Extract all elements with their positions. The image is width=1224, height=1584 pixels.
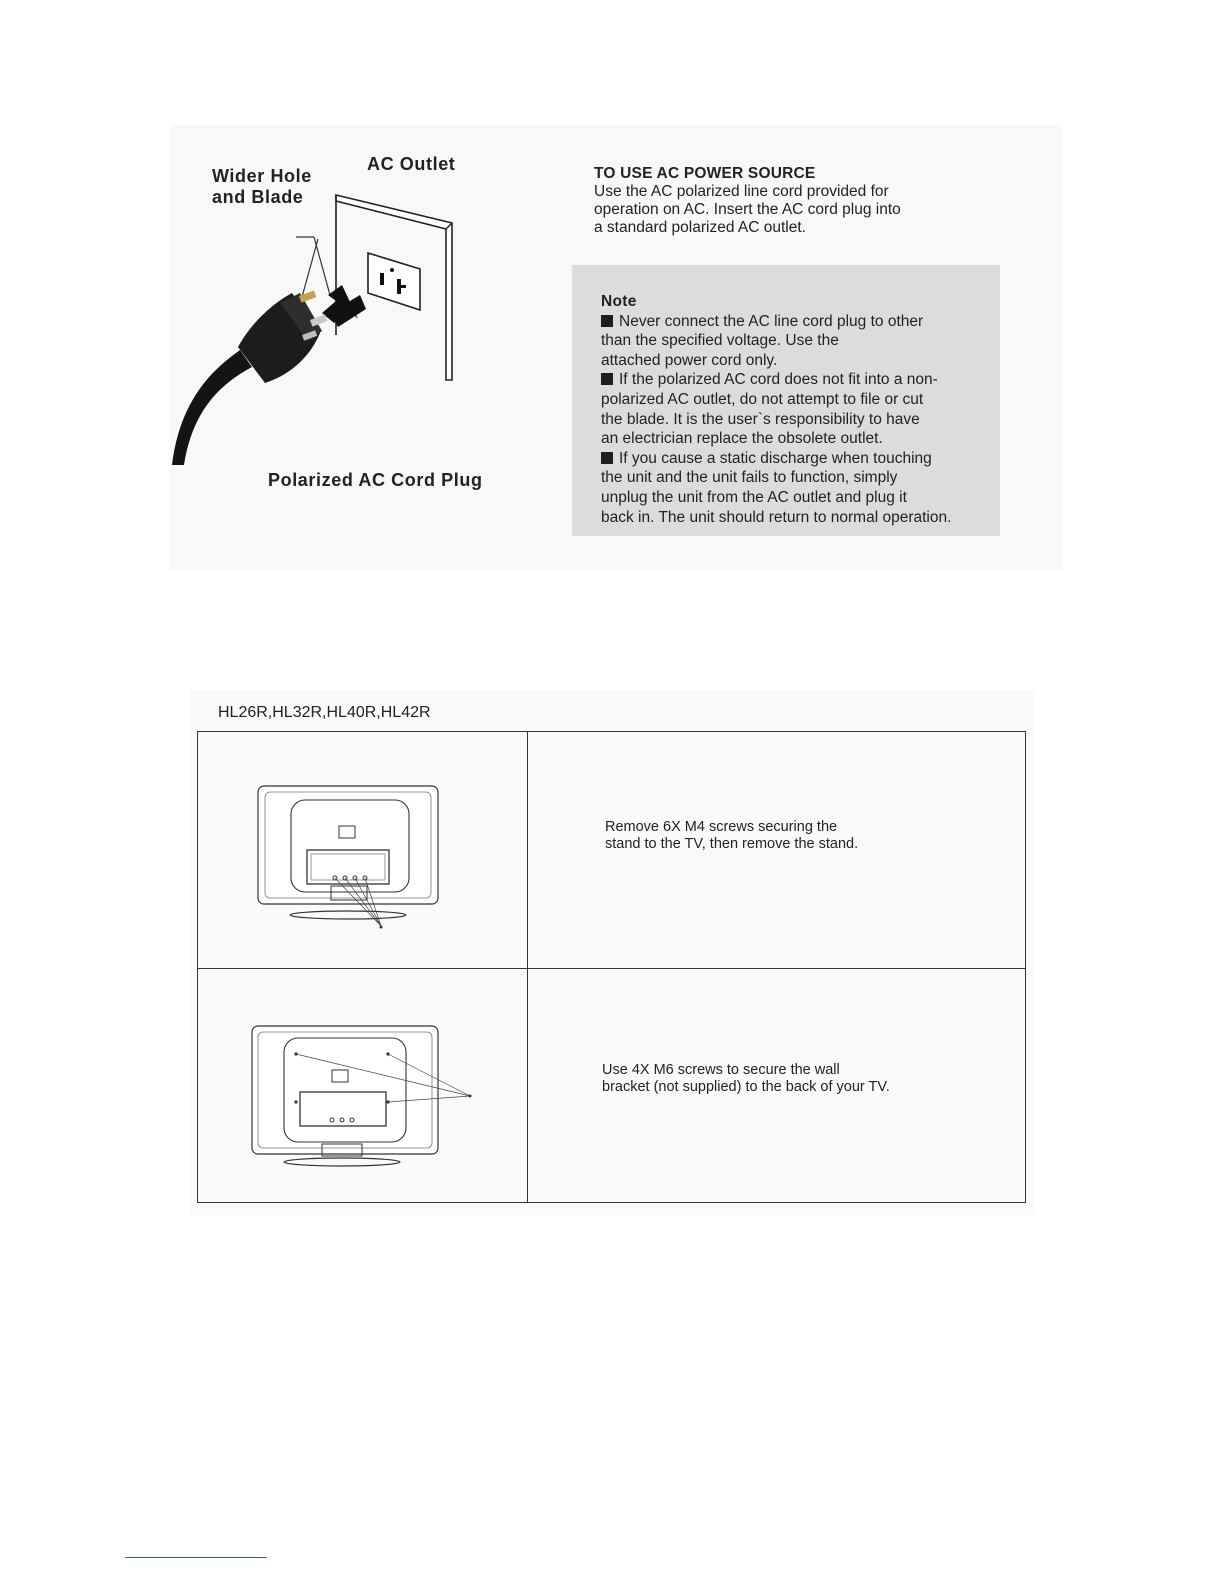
tv-back-with-stand-illustration [253, 782, 443, 932]
note-box [572, 265, 1000, 536]
note-item-text: If the polarized AC cord does not fit into a non- polarized AC outlet, do not attempt to file or cut the blade. It is the user`s responsibility to have an electrician replace the obsolete outlet. [601, 371, 938, 448]
model-list-title: HL26R,HL32R,HL40R,HL42R [218, 704, 431, 721]
footnote-separator [125, 1557, 267, 1558]
square-bullet-icon [601, 315, 613, 327]
table-column-divider [527, 732, 528, 1202]
ac-power-body: Use the AC polarized line cord provided for operation on AC. Insert the AC cord plug into a standard polarized AC outlet. [594, 183, 901, 236]
polarized-plug-label: Polarized AC Cord Plug [268, 470, 483, 490]
wall-mount-steps-table [197, 731, 1026, 1203]
ac-outlet-label: AC Outlet [367, 154, 456, 174]
table-row-divider [198, 968, 1025, 969]
note-title: Note [601, 293, 637, 310]
note-item [601, 449, 1001, 527]
note-item-text: If you cause a static discharge when touching the unit and the unit fails to function, simply unplug the unit from the AC outlet and plug it back in. The unit should return to normal operation. [601, 449, 952, 526]
note-item-text: Never connect the AC line cord plug to other than the specified voltage. Use the attached power cord only. [601, 312, 924, 369]
ac-power-heading: TO USE AC POWER SOURCE [594, 165, 816, 182]
square-bullet-icon [601, 452, 613, 464]
note-item [601, 370, 1001, 448]
note-item [601, 312, 1001, 371]
square-bullet-icon [601, 373, 613, 385]
step-wall-bracket-text: Use 4X M6 screws to secure the wall bracket (not supplied) to the back of your TV. [602, 1062, 890, 1095]
plug-outlet-illustration [170, 185, 490, 470]
step-remove-stand-text: Remove 6X M4 screws securing the stand to the TV, then remove the stand. [605, 819, 859, 852]
tv-back-wall-bracket-illustration [248, 1022, 483, 1172]
ac-power-instructions [594, 165, 1014, 237]
wider-hole-label: Wider Hole and Blade [212, 166, 312, 207]
